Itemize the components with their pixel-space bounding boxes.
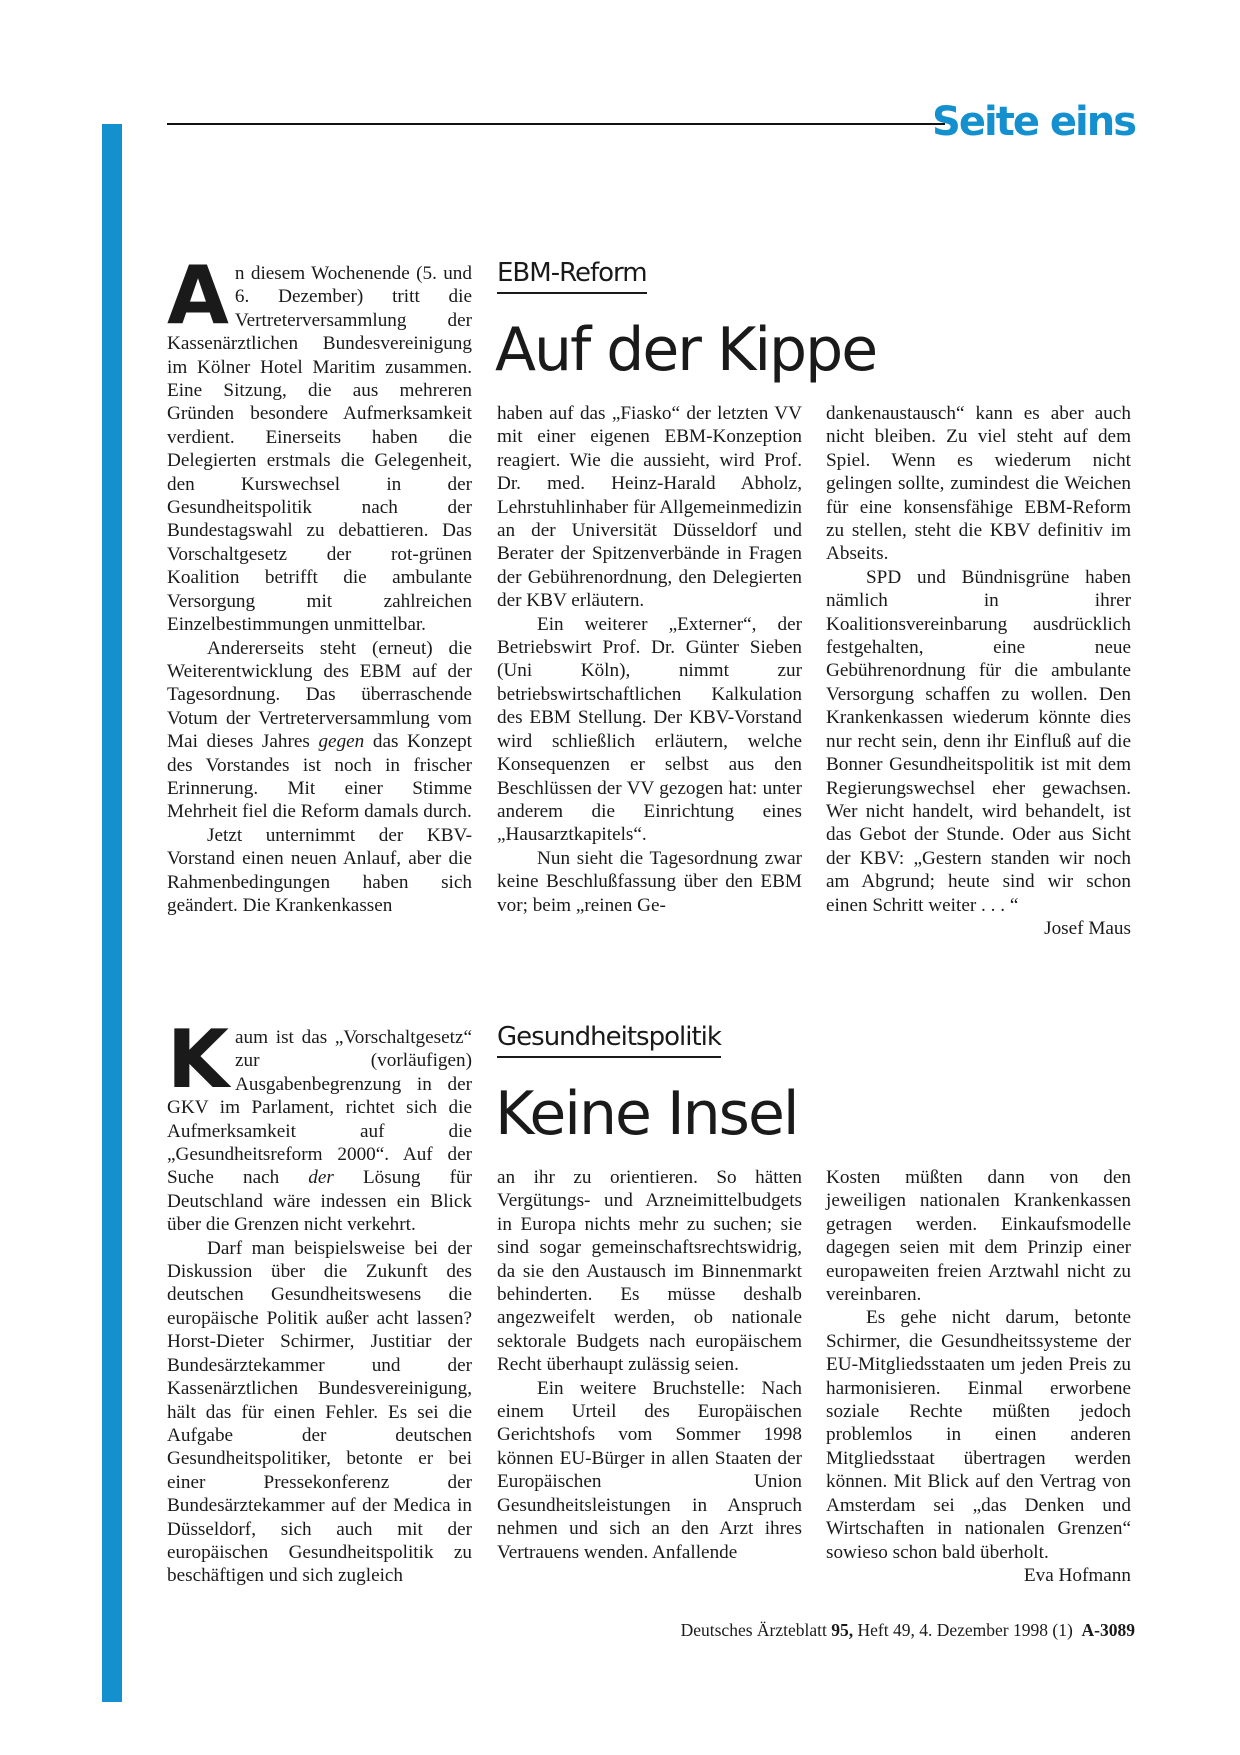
paragraph-text: n diesem Wochenende (5. und 6. Dezember) tritt die Vertreterversammlung der Kassenärztlichen Bundesvereinigung im Kölner Hotel Maritim zusammen. Eine Sitzung, die aus mehreren Gründen besondere Aufmerksamkeit verdient. Einerseits haben die Delegierten erstmals die Gelegenheit, den Kurswechsel in der Gesundheitspolitik nach der Bundestagswahl zu debattieren. Das Vorschaltgesetz der rot-grünen Koalition betrifft die ambulante Versorgung mit zahlreichen Einzelbestimmungen unmittelbar. bbox=[167, 263, 472, 636]
paragraph bbox=[167, 1237, 472, 1588]
author-name: Eva Hofmann bbox=[1023, 1564, 1131, 1586]
paragraph bbox=[497, 402, 802, 613]
paragraph bbox=[167, 249, 472, 637]
article2-column-2 bbox=[497, 1166, 802, 1564]
article2-column-3 bbox=[826, 1166, 1131, 1587]
paragraph-text: das Konzept des Vorstandes ist noch in frischer Erinnerung. Mit einer Stimme Mehrheit fiel die Reform damals durch. bbox=[167, 731, 472, 823]
drop-cap: A bbox=[167, 249, 229, 342]
drop-cap: K bbox=[167, 1013, 229, 1106]
footer-page-number: A-3089 bbox=[1081, 1620, 1135, 1640]
page-footer bbox=[681, 1620, 1135, 1641]
article1-kicker: EBM-Reform bbox=[497, 258, 647, 294]
paragraph bbox=[826, 566, 1131, 939]
paragraph bbox=[167, 637, 472, 824]
paragraph-text: Jetzt unternimmt der KBV-Vorstand einen neuen Anlauf, aber die Rahmenbedingungen haben sich geändert. Die Krankenkassen bbox=[167, 824, 472, 916]
article1-headline: Auf der Kippe bbox=[495, 315, 877, 385]
section-title: Seite eins bbox=[932, 99, 1135, 145]
paragraph-text: Andererseits steht (erneut) die Weiterentwicklung des EBM auf der Tagesordnung. Das überraschende Votum der Vertreterversammlung vom Mai dieses Jahres bbox=[167, 637, 472, 753]
paragraph-text: aum ist das „Vorschaltgesetz“ zur (vorläufigen) Ausgabenbegrenzung in der GKV im Parlament, richtet sich die Aufmerksamkeit auf die „Gesundheitsreform 2000“. Auf der Suche nach bbox=[167, 1027, 472, 1189]
author-name: Josef Maus bbox=[1044, 917, 1131, 939]
article1-column-2 bbox=[497, 402, 802, 917]
paragraph-text: Nun sieht die Tagesordnung zwar keine Beschlußfassung über den EBM vor; beim „reinen Ge- bbox=[497, 847, 802, 916]
paragraph-text: Ein weiterer „Externer“, der Betriebswirt Prof. Dr. Günter Sieben (Uni Köln), nimmt zur betriebswirtschaftlichen Kalkulation des EBM Stellung. Der KBV-Vorstand wird schließlich erläutern, welche Konsequenzen er selbst aus den Beschlüssen der VV gezogen hat: unter anderem die Einrichtung eines „Hausarztkapitels“. bbox=[497, 613, 802, 846]
footer-journal: Deutsches Ärzteblatt bbox=[680, 1620, 827, 1640]
paragraph-text: Ein weitere Bruchstelle: Nach einem Urteil des Europäischen Gerichtshofs vom Sommer 1998 können EU-Bürger in allen Staaten der Europäischen Union Gesundheitsleistungen in Anspruch nehmen und sich an den Arzt ihres Vertrauens wenden. Anfallende bbox=[497, 1377, 802, 1563]
paragraph-text: Lösung für Deutschland wäre indessen ein Blick über die Grenzen nicht verkehrt. bbox=[167, 1167, 472, 1236]
paragraph bbox=[826, 402, 1131, 566]
paragraph bbox=[826, 1306, 1131, 1586]
emphasis-text: der bbox=[308, 1167, 334, 1189]
paragraph-text: SPD und Bündnisgrüne haben nämlich in ihrer Koalitionsvereinbarung ausdrücklich festgehalten, eine neue Gebührenordnung für die ambulante Versorgung schaffen zu wollen. Den Krankenkassen wiederum könnte dies nur recht sein, denn ihr Einfluß auf die Bonner Gesundheitspolitik ist mit dem Regierungswechsel eher gewachsen. Wer nicht handelt, wird behandelt, ist das Gebot der Stunde. Oder aus Sicht der KBV: „Gestern standen wir noch am Abgrund; heute sind wir schon einen Schritt weiter . . . “ bbox=[826, 566, 1131, 916]
emphasis-text: gegen bbox=[318, 731, 365, 753]
paragraph-text: Es gehe nicht darum, betonte Schirmer, die Gesundheitssysteme der EU-Mitgliedsstaaten um jeden Preis zu harmonisieren. Einmal erworbene soziale Rechte müßten jedoch problemlos in einen anderen Mitgliedsstaat übertragen werden können. Mit Blick auf den Vertrag von Amsterdam sei „das Denken und Wirtschaften in nationalen Grenzen“ sowieso schon bald überholt. bbox=[826, 1307, 1131, 1563]
paragraph bbox=[497, 847, 802, 917]
paragraph-text: dankenaustausch“ kann es aber auch nicht bleiben. Zu viel steht auf dem Spiel. Wenn es wiederum nicht gelingen sollte, zumindest die Weichen für eine konsensfähige EBM-Reform zu stellen, steht die KBV definitiv im Abseits. bbox=[826, 403, 1131, 565]
article2-headline: Keine Insel bbox=[495, 1079, 798, 1149]
paragraph bbox=[497, 613, 802, 847]
paragraph bbox=[497, 1166, 802, 1377]
sidebar-accent-bar bbox=[102, 124, 122, 1702]
article1-column-1 bbox=[167, 249, 472, 917]
footer-volume: 95, bbox=[831, 1620, 854, 1640]
paragraph-text: haben auf das „Fiasko“ der letzten VV mit einer eigenen EBM-Konzeption reagiert. Wie die aussieht, wird Prof. Dr. med. Heinz-Harald Abholz, Lehrstuhlinhaber für Allgemeinmedizin an der Universität Düsseldorf und Berater der Spitzenverbände in Fragen der Gebührenordnung, den Delegierten der KBV erläutern. bbox=[497, 403, 802, 612]
paragraph bbox=[826, 1166, 1131, 1306]
header-rule bbox=[167, 123, 945, 125]
paragraph bbox=[497, 1377, 802, 1564]
paragraph bbox=[167, 824, 472, 918]
article2-kicker: Gesundheitspolitik bbox=[497, 1022, 721, 1058]
paragraph-text: Kosten müßten dann von den jeweiligen nationalen Krankenkassen getragen werden. Einkaufsmodelle dagegen seien mit dem Prinzip einer europaweiten freien Arztwahl nicht zu vereinbaren. bbox=[826, 1167, 1131, 1306]
article2-column-1 bbox=[167, 1013, 472, 1588]
footer-issue: Heft 49, 4. Dezember 1998 (1) bbox=[857, 1620, 1073, 1640]
paragraph bbox=[167, 1013, 472, 1237]
paragraph-text: an ihr zu orientieren. So hätten Vergütungs- und Arzneimittelbudgets in Europa nichts mehr zu suchen; sie sind sogar gemeinschaftsrechtswidrig, da sie den Austausch im Binnenmarkt behinderten. Es müsse deshalb angezweifelt werden, ob nationale sektorale Budgets nach europäischem Recht überhaupt zulässig seien. bbox=[497, 1167, 802, 1376]
paragraph-text: Darf man beispielsweise bei der Diskussion über die Zukunft des deutschen Gesundheitswesens die europäische Politik außer acht lassen? Horst-Dieter Schirmer, Justitiar der Bundesärztekammer und der Kassenärztlichen Bundesvereinigung, hält das für einen Fehler. Es sei die Aufgabe der deutschen Gesundheitspolitiker, betonte er bei einer Pressekonferenz der Bundesärztekammer auf der Medica in Düsseldorf, sich auch mit der europäischen Gesundheitspolitik zu beschäftigen und sich zugleich bbox=[167, 1237, 472, 1587]
article1-column-3 bbox=[826, 402, 1131, 940]
